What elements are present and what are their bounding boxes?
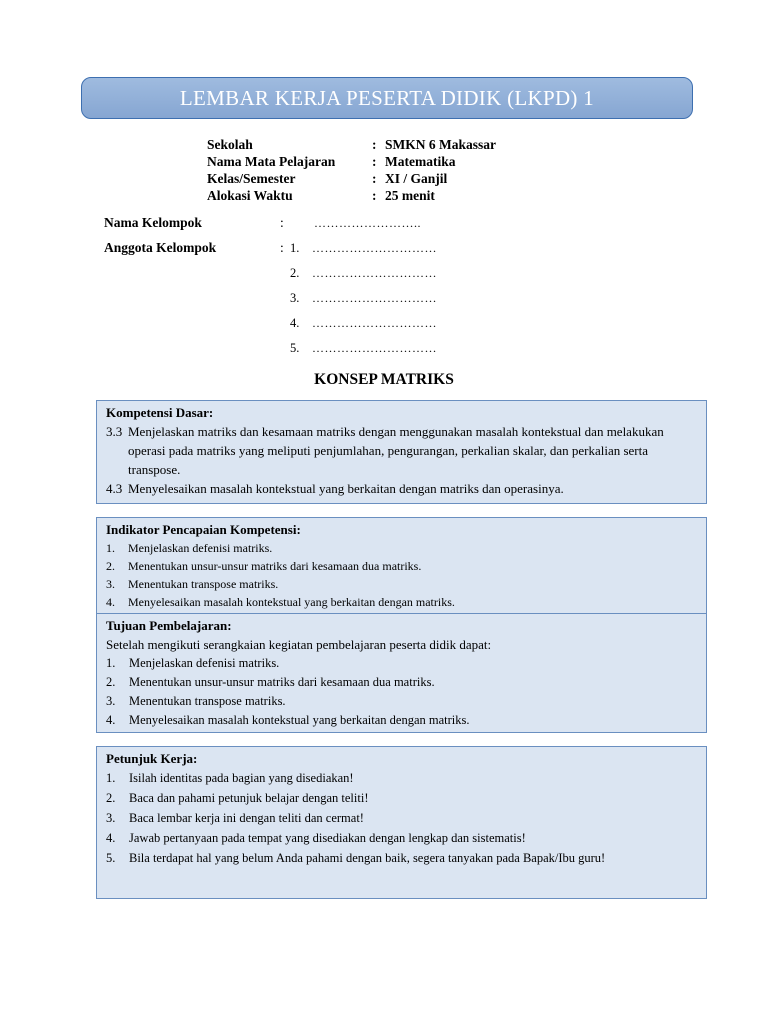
item-text: Menentukan unsur-unsur matriks dari kesamaan dua matriks. (129, 675, 435, 689)
info-colon: : (372, 137, 377, 152)
item-text: Menyelesaikan masalah kontekstual yang berkaitan dengan matriks. (129, 713, 470, 727)
section-heading: KONSEP MATRIKS (314, 371, 454, 388)
list-item (106, 848, 698, 868)
member-number: 3. (290, 291, 300, 305)
info-label: Sekolah (207, 137, 253, 152)
info-colon: : (372, 171, 377, 186)
info-label: Alokasi Waktu (207, 188, 293, 203)
list-item (106, 788, 698, 808)
indikator-panel (96, 517, 707, 614)
item-text: Baca lembar kerja ini dengan teliti dan cermat! (129, 811, 364, 825)
identity-info (207, 136, 496, 204)
info-label: Nama Mata Pelajaran (207, 154, 336, 169)
item-number: 1. (106, 771, 116, 785)
item-text: Menjelaskan defenisi matriks. (128, 541, 273, 555)
tujuan-panel (96, 613, 707, 733)
kompetensi-dasar-panel (96, 400, 707, 504)
item-text: Bila terdapat hal yang belum Anda pahami dengan baik, segera tanyakan pada Bapak/Ibu guru! (129, 851, 606, 865)
item-number: 4. (106, 595, 115, 609)
list-item (106, 422, 698, 479)
list-item (106, 808, 698, 828)
member-field[interactable]: ………………………… (312, 241, 437, 255)
list-item (106, 539, 698, 557)
panel-title: Kompetensi Dasar: (106, 405, 214, 420)
info-row-school (207, 136, 496, 153)
group-name-colon: : (280, 215, 284, 230)
list-item (106, 673, 698, 692)
item-number: 1. (106, 656, 116, 670)
panel-title: Indikator Pencapaian Kompetensi: (106, 522, 301, 537)
item-text: Menjelaskan matriks dan kesamaan matriks dengan menggunakan masalah kontekstual dan melakukan operasi pada matriks yang meliputi penjumlahan, pengurangan, perkalian skalar, dan perkalian serta transpose. (128, 424, 664, 477)
item-number: 1. (106, 541, 115, 555)
item-number: 3. (106, 694, 116, 708)
item-number: 3. (106, 577, 115, 591)
title-banner (81, 77, 693, 119)
item-text: Menentukan transpose matriks. (129, 694, 286, 708)
item-number: 3.3 (106, 424, 123, 439)
list-item (106, 575, 698, 593)
item-text: Menentukan unsur-unsur matriks dari kesamaan dua matriks. (128, 559, 422, 573)
member-field[interactable]: ………………………… (312, 266, 437, 280)
info-row-subject (207, 153, 496, 170)
list-item (106, 654, 698, 673)
group-members-label: Anggota Kelompok (104, 240, 217, 255)
member-number: 1. (290, 241, 300, 255)
panel-title: Tujuan Pembelajaran: (106, 618, 232, 633)
member-field[interactable]: ………………………… (312, 291, 437, 305)
petunjuk-panel (96, 746, 707, 899)
info-row-class (207, 170, 496, 187)
item-number: 4.3 (106, 481, 123, 496)
panel-intro: Setelah mengikuti serangkaian kegiatan pembelajaran peserta didik dapat: (106, 637, 492, 652)
item-number: 4. (106, 831, 116, 845)
member-field[interactable]: ………………………… (312, 341, 437, 355)
panel-title: Petunjuk Kerja: (106, 751, 198, 766)
list-item (106, 479, 698, 498)
group-members-colon: : (280, 240, 284, 255)
group-name-field[interactable]: …………………….. (314, 216, 421, 230)
item-text: Menentukan transpose matriks. (128, 577, 279, 591)
info-colon: : (372, 154, 377, 169)
item-number: 2. (106, 559, 115, 573)
member-number: 4. (290, 316, 300, 330)
member-number: 5. (290, 341, 300, 355)
info-value: 25 menit (385, 188, 435, 203)
member-number: 2. (290, 266, 300, 280)
list-item (106, 768, 698, 788)
member-field[interactable]: ………………………… (312, 316, 437, 330)
item-number: 4. (106, 713, 116, 727)
list-item (106, 557, 698, 575)
info-value: SMKN 6 Makassar (385, 137, 496, 152)
list-item (106, 711, 698, 730)
list-item (106, 828, 698, 848)
item-text: Menyelesaikan masalah kontekstual yang berkaitan dengan matriks. (128, 595, 455, 609)
info-value: Matematika (385, 154, 456, 169)
item-text: Jawab pertanyaan pada tempat yang disediakan dengan lengkap dan sistematis! (129, 831, 526, 845)
list-item (106, 593, 698, 611)
info-row-time (207, 187, 496, 204)
item-text: Menjelaskan defenisi matriks. (129, 656, 280, 670)
info-label: Kelas/Semester (207, 171, 296, 186)
item-number: 3. (106, 811, 116, 825)
item-text: Baca dan pahami petunjuk belajar dengan teliti! (129, 791, 369, 805)
item-number: 2. (106, 675, 116, 689)
document-title: LEMBAR KERJA PESERTA DIDIK (LKPD) 1 (179, 85, 595, 110)
info-value: XI / Ganjil (385, 171, 448, 186)
list-item (106, 692, 698, 711)
group-name-label: Nama Kelompok (104, 215, 202, 230)
item-text: Menyelesaikan masalah kontekstual yang berkaitan dengan matriks dan operasinya. (128, 481, 564, 496)
item-number: 5. (106, 851, 116, 865)
info-colon: : (372, 188, 377, 203)
item-number: 2. (106, 791, 116, 805)
item-text: Isilah identitas pada bagian yang disediakan! (129, 771, 354, 785)
